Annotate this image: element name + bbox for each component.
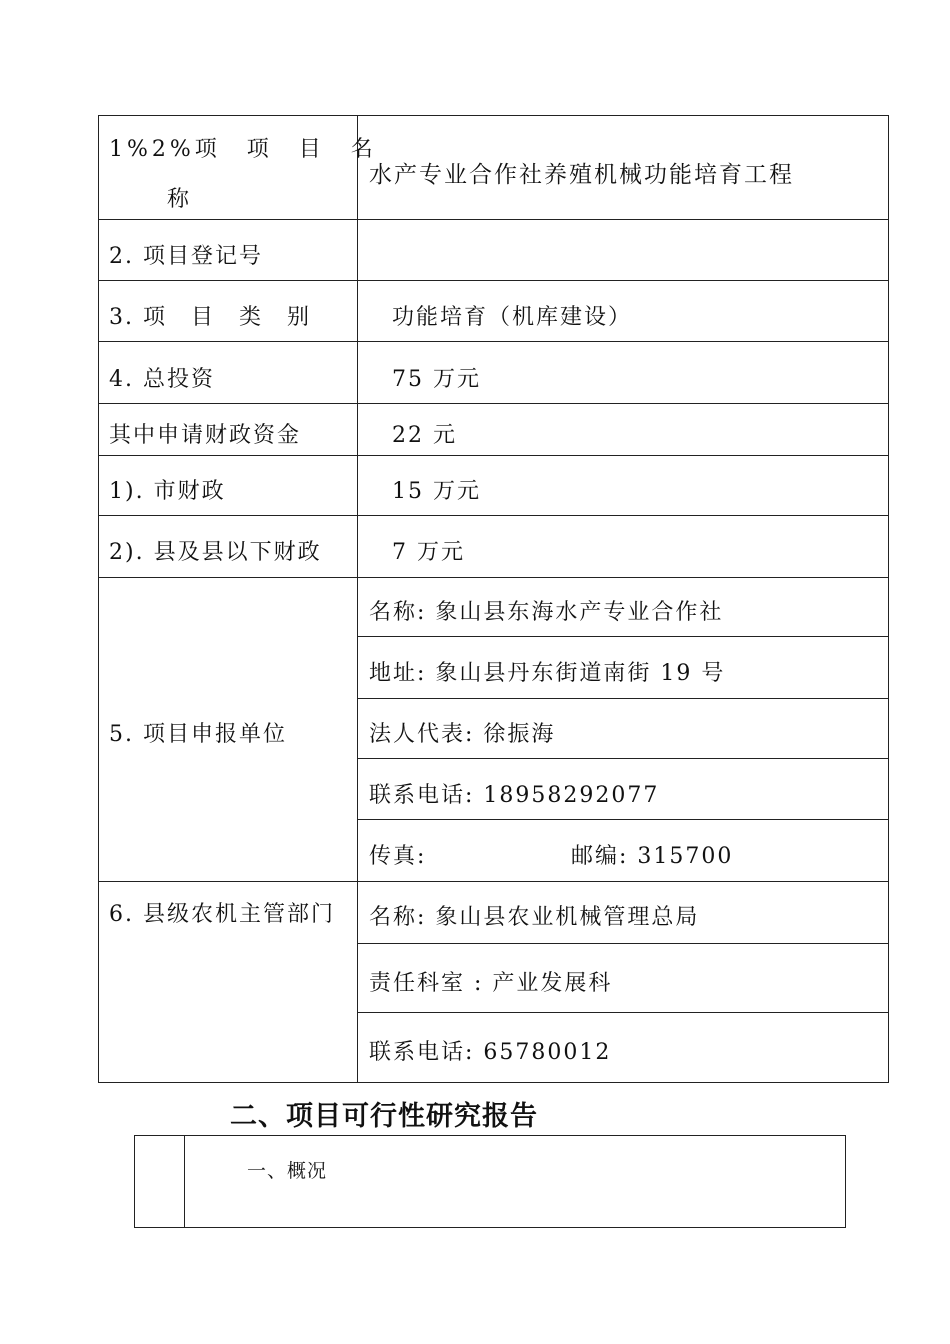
dept-label: 6. 县级农机主管部门 — [109, 902, 335, 927]
county-finance-value: 7 万元 — [392, 540, 465, 565]
section-title: 二、项目可行性研究报告 — [230, 1101, 538, 1132]
row-divider — [99, 280, 888, 281]
project-name-value: 水产专业合作社养殖机械功能培育工程 — [369, 162, 794, 188]
applicant-postcode: 邮编: 315700 — [571, 844, 734, 869]
project-category-value: 功能培育（机库建设） — [392, 305, 633, 330]
sub-row-divider — [357, 1012, 888, 1013]
applicant-legal-rep: 法人代表: 徐振海 — [369, 722, 556, 747]
applicant-unit-label: 5. 项目申报单位 — [109, 722, 287, 747]
project-name-label-cont: 称 — [167, 187, 192, 212]
registration-no-label: 2. 项目登记号 — [109, 244, 263, 269]
county-finance-label: 2). 县及县以下财政 — [109, 540, 322, 565]
total-investment-value: 75 万元 — [392, 367, 481, 392]
applicant-name: 名称: 象山县东海水产专业合作社 — [369, 600, 724, 625]
applicant-fax: 传真: — [369, 844, 427, 869]
row-divider — [99, 515, 888, 516]
column-divider — [184, 1136, 185, 1227]
applicant-address: 地址: 象山县丹东街道南街 19 号 — [369, 661, 726, 686]
project-info-table — [98, 115, 889, 1083]
sub-row-divider — [357, 698, 888, 699]
sub-row-divider — [357, 819, 888, 820]
row-divider — [99, 577, 888, 578]
dept-office: 责任科室 : 产业发展科 — [369, 971, 613, 996]
total-investment-label: 4. 总投资 — [109, 367, 215, 392]
row-divider — [99, 219, 888, 220]
fiscal-funds-label: 其中申请财政资金 — [109, 423, 302, 448]
project-category-label: 3. 项 目 类 别 — [109, 305, 311, 330]
sub-row-divider — [357, 758, 888, 759]
column-divider — [357, 116, 358, 1082]
row-divider — [99, 881, 888, 882]
applicant-phone: 联系电话: 18958292077 — [369, 783, 660, 808]
city-finance-value: 15 万元 — [392, 479, 481, 504]
sub-row-divider — [357, 636, 888, 637]
city-finance-label: 1). 市财政 — [109, 479, 226, 504]
fiscal-funds-value: 22 元 — [392, 423, 457, 448]
overview-heading: 一、概况 — [247, 1160, 328, 1182]
row-divider — [99, 455, 888, 456]
project-name-label: 1%2%项 项 目 名 — [109, 137, 377, 162]
dept-name: 名称: 象山县农业机械管理总局 — [369, 905, 700, 930]
overview-table — [134, 1135, 846, 1228]
dept-phone: 联系电话: 65780012 — [369, 1040, 612, 1065]
sub-row-divider — [357, 943, 888, 944]
row-divider — [99, 341, 888, 342]
row-divider — [99, 403, 888, 404]
